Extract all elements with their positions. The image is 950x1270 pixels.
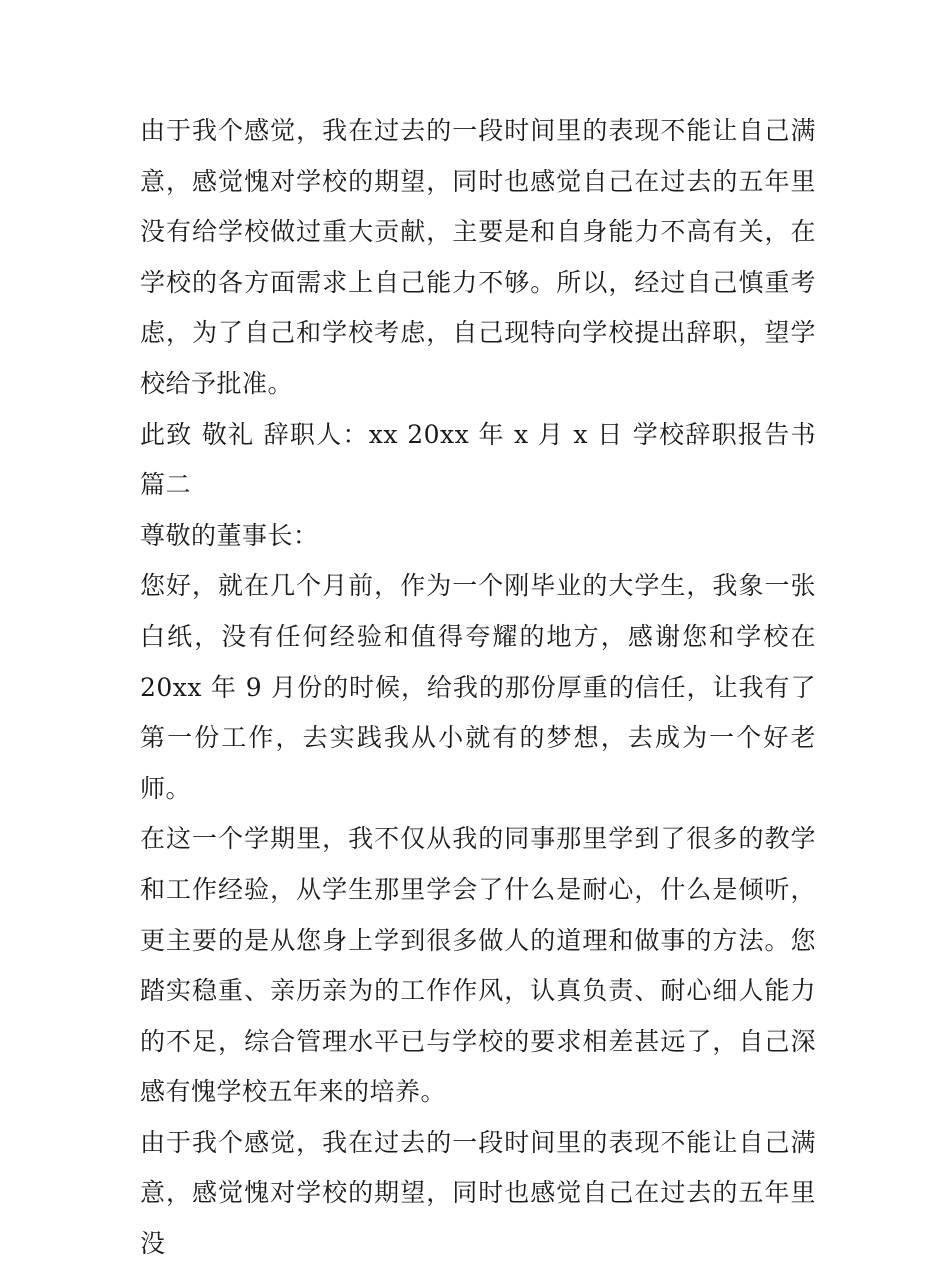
paragraph-salutation: 尊敬的董事长：: [140, 520, 319, 550]
paragraph-closing-signature: 此致 敬礼 辞职人：xx 20xx 年 x 月 x 日 学校辞职报告书篇二: [140, 419, 816, 500]
paragraph-learning: 在这一个学期里，我不仅从我的同事那里学到了很多的教学和工作经验，从学生那里学会了什么是耐心，什么是倾听，更主要的是从您身上学到很多做人的道理和做事的方法。您踏实稳重、亲历亲为的工作作风，认真负责、耐心细人能力的不足，综合管理水平已与学校的要求相差甚远了，自己深感有愧学校五年来的培养。: [140, 824, 816, 1107]
document-page: [140, 106, 816, 1270]
paragraph-reason-repeat: 由于我个感觉，我在过去的一段时间里的表现不能让自己满意，感觉愧对学校的期望，同时也感觉自己在过去的五年里没: [140, 1127, 816, 1259]
paragraph-reason: 由于我个感觉，我在过去的一段时间里的表现不能让自己满意，感觉愧对学校的期望，同时也感觉自己在过去的五年里没有给学校做过重大贡献，主要是和自身能力不高有关，在学校的各方面需求上自己能力不够。所以，经过自己慎重考虑，为了自己和学校考虑，自己现特向学校提出辞职，望学校给予批准。: [140, 116, 816, 398]
paragraph-greeting: 您好，就在几个月前，作为一个刚毕业的大学生，我象一张白纸，没有任何经验和值得夸耀的地方，感谢您和学校在 20xx 年 9 月份的时候，给我的那份厚重的信任，让我有了第一份工作，去实践我从小就有的梦想，去成为一个好老师。: [140, 571, 816, 803]
